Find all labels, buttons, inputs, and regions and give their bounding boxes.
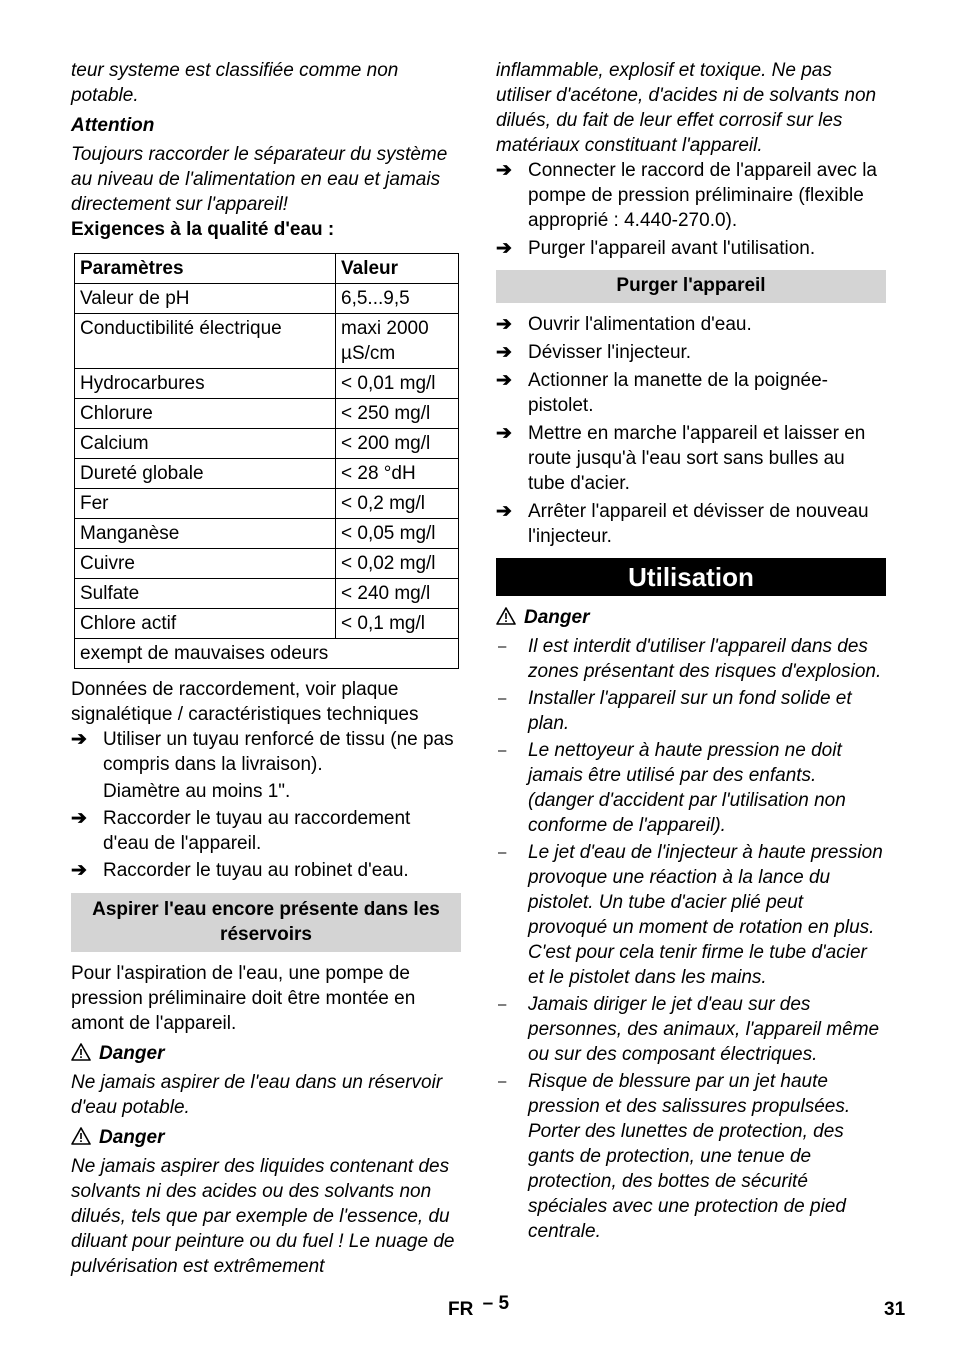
danger-heading (71, 1041, 461, 1066)
arrow-icon: ➔ (496, 370, 512, 391)
table-row (75, 579, 459, 609)
arrow-icon: ➔ (496, 342, 512, 363)
table-row (75, 369, 459, 399)
table-row (75, 519, 459, 549)
danger-item-text: Jamais diriger le jet d'eau sur des personnes, des animaux, l'appareil même ou sur des composant électriques. (528, 994, 880, 1065)
table-cell: exempt de mauvaises odeurs (75, 639, 459, 669)
dash-icon: – (498, 690, 507, 707)
table-cell: Chlore actif (75, 609, 336, 639)
table-cell: < 240 mg/l (336, 579, 459, 609)
arrow-icon: ➔ (496, 160, 512, 181)
connection-text: Données de raccordement, voir plaque signalétique / caractéristiques techniques (71, 679, 419, 725)
table-row (75, 284, 459, 314)
attention-label: Attention (71, 115, 155, 136)
table-cell: Hydrocarbures (75, 369, 336, 399)
list-item (496, 1069, 886, 1244)
table-cell: Dureté globale (75, 459, 336, 489)
table-row (75, 399, 459, 429)
list-item (496, 158, 886, 233)
list-item (496, 236, 886, 261)
table-cell: Conductibilité électrique (75, 314, 336, 369)
arrow-icon: ➔ (71, 808, 87, 829)
section-text: Pour l'aspiration de l'eau, une pompe de pression préliminaire doit être montée en amont de l'appareil. (71, 963, 416, 1034)
step-text: Raccorder le tuyau au raccordement d'eau de l'appareil. (103, 808, 411, 854)
table-cell: Calcium (75, 429, 336, 459)
table-header-row (75, 254, 459, 284)
table-cell: < 250 mg/l (336, 399, 459, 429)
danger-item-text: Risque de blessure par un jet haute pression et des salissures propulsées. Porter des lunettes de protection, des gants de protection, une tenue de protection, des bottes de sécurité spéciales avec une protection de pied centrale. (528, 1071, 851, 1242)
dash-icon: – (498, 844, 507, 861)
step-text: Purger l'appareil avant l'utilisation. (528, 238, 816, 259)
table-row (75, 314, 459, 369)
table-row (75, 489, 459, 519)
purge-heading: Purger l'appareil (496, 270, 886, 303)
danger-item-text: Il est interdit d'utiliser l'appareil dans des zones présentant des risques d'explosion. (528, 636, 882, 682)
arrow-icon: ➔ (496, 314, 512, 335)
table-row (75, 459, 459, 489)
list-item (496, 840, 886, 990)
arrow-icon: ➔ (496, 238, 512, 259)
danger-label: Danger (99, 1127, 165, 1148)
table-cell: < 0,01 mg/l (336, 369, 459, 399)
list-item (71, 858, 461, 883)
table-cell: < 200 mg/l (336, 429, 459, 459)
list-item (496, 499, 886, 549)
arrow-icon: ➔ (71, 860, 87, 881)
danger-text: Ne jamais aspirer des liquides contenant des solvants ni des acides ou des solvants non dilués, tels que par exemple de l'essence, du diluant pour peinture ou du fuel ! Le nuage de pulvérisation est extrêmement (71, 1156, 455, 1277)
danger-item-text: Le jet d'eau de l'injecteur à haute pression provoque une réaction à la lance du pistolet. Un tube d'acier plié peut provoqué un moment de rotation en plus. C'est pour cela tenir firme le tube d'acier et le pistolet dans les mains. (528, 842, 883, 988)
danger-label: Danger (524, 607, 590, 628)
danger-item-text: Le nettoyeur à haute pression ne doit jamais être utilisé par des enfants. (danger d'accident par l'utilisation non conforme de l'appareil). (528, 740, 846, 836)
page-number: 31 (884, 1299, 906, 1320)
dash-icon: – (498, 996, 507, 1013)
step-text: Raccorder le tuyau au robinet d'eau. (103, 860, 409, 881)
table-cell: < 0,05 mg/l (336, 519, 459, 549)
table-cell: Cuivre (75, 549, 336, 579)
right-column (496, 58, 886, 1244)
table-row (75, 429, 459, 459)
list-item (496, 686, 886, 736)
table-header: Valeur (336, 254, 459, 284)
step-text: Actionner la manette de la poignée-pistolet. (528, 370, 828, 416)
section-heading: Aspirer l'eau encore présente dans les réservoirs (71, 893, 461, 952)
list-item (496, 312, 886, 337)
diameter-note: Diamètre au moins 1". (103, 781, 291, 802)
step-text: Connecter le raccord de l'appareil avec la pompe de pression préliminaire (flexible approprié : 4.440-270.0). (528, 160, 877, 231)
table-cell: < 28 °dH (336, 459, 459, 489)
list-item (71, 727, 461, 777)
list-item (496, 634, 886, 684)
continued-text: inflammable, explosif et toxique. Ne pas utiliser d'acétone, d'acides ni de solvants non dilués, du fait de leur effet corrosif sur les matériaux constituant l'appareil. (496, 60, 877, 156)
warning-icon (71, 1127, 91, 1145)
table-cell: maxi 2000 µS/cm (336, 314, 459, 369)
arrow-icon: ➔ (496, 501, 512, 522)
intro-text: teur systeme est classifiée comme non potable. (71, 60, 399, 106)
footer-section (448, 1293, 510, 1322)
dash-icon: – (498, 1073, 507, 1090)
table-cell: Sulfate (75, 579, 336, 609)
arrow-icon: ➔ (496, 423, 512, 444)
table-cell: Valeur de pH (75, 284, 336, 314)
step-text: Dévisser l'injecteur. (528, 342, 692, 363)
footer-language: FR (448, 1299, 474, 1320)
table-cell: Fer (75, 489, 336, 519)
danger-item-text: Installer l'appareil sur un fond solide et plan. (528, 688, 852, 734)
table-cell: Chlorure (75, 399, 336, 429)
table-row (75, 609, 459, 639)
list-item (496, 992, 886, 1067)
step-text: Ouvrir l'alimentation d'eau. (528, 314, 752, 335)
list-item (496, 368, 886, 418)
danger-heading (71, 1125, 461, 1150)
danger-text: Ne jamais aspirer de l'eau dans un réservoir d'eau potable. (71, 1072, 443, 1118)
water-quality-table (74, 253, 459, 669)
utilisation-heading: Utilisation (496, 558, 886, 596)
list-item (496, 340, 886, 365)
table-cell: < 0,02 mg/l (336, 549, 459, 579)
list-item (71, 806, 461, 856)
warning-icon (496, 607, 516, 625)
step-text: Utiliser un tuyau renforcé de tissu (ne pas compris dans la livraison). (103, 729, 454, 775)
table-row (75, 549, 459, 579)
attention-text: Toujours raccorder le séparateur du système au niveau de l'alimentation en eau et jamais directement sur l'appareil! (71, 144, 448, 215)
warning-icon (71, 1043, 91, 1061)
list-item (496, 421, 886, 496)
step-text: Mettre en marche l'appareil et laisser en route jusqu'à l'eau sort sans bulles au tube d'acier. (528, 423, 866, 494)
table-cell: < 0,1 mg/l (336, 609, 459, 639)
danger-heading (496, 605, 886, 630)
left-column (71, 58, 461, 1279)
table-header: Paramètres (75, 254, 336, 284)
arrow-icon: ➔ (71, 729, 87, 750)
dash-icon: – (498, 742, 507, 759)
dash-icon: – (498, 638, 507, 655)
list-item (496, 738, 886, 838)
footer-section-page: – 5 (482, 1293, 510, 1314)
step-text: Arrêter l'appareil et dévisser de nouveau l'injecteur. (528, 501, 869, 547)
table-cell: Manganèse (75, 519, 336, 549)
danger-label: Danger (99, 1043, 165, 1064)
table-footer-row (75, 639, 459, 669)
table-cell: 6,5...9,5 (336, 284, 459, 314)
requirements-heading: Exigences à la qualité d'eau : (71, 219, 335, 240)
table-cell: < 0,2 mg/l (336, 489, 459, 519)
